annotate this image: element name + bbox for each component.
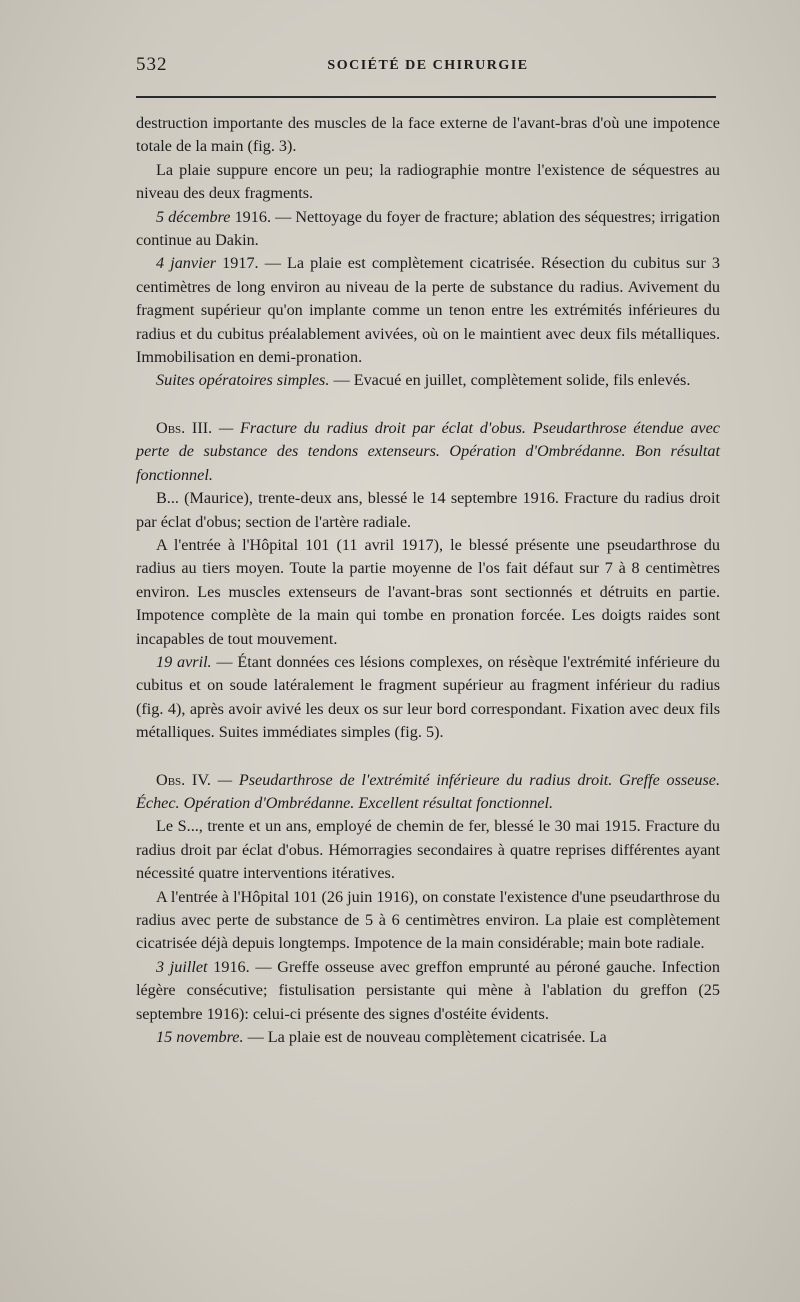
- obs2-paragraph-1: destruction importante des muscles de la face externe de l'avant-bras d'où une impotence totale de la main (fig. 3).: [136, 114, 720, 156]
- obs4-paragraph-4: [136, 1026, 720, 1049]
- obs4-paragraph-4-text: — La plaie est de nouveau complètement cicatrisée. La: [243, 1028, 607, 1047]
- obs4-paragraph-3-text: 1916. — Greffe osseuse avec greffon emprunté au péroné gauche. Infection légère consécutive; fistulisation persistante qui mène à l'ablation du greffon (25 septembre 1916): celui-ci présente des signes d'ostéite évidents.: [136, 957, 720, 1023]
- page-number: 532: [136, 54, 168, 75]
- obs2-paragraph-4-text: 1917. — La plaie est complètement cicatrisée. Résection du cubitus sur 3 centimètres de long environ au niveau de la perte de substance du radius. Avivement du fragment supérieur qu'on implante comme un tenon entre les extrémités inférieures du radius et du cubitus préalablement avivées, où on le maintient avec deux fils métalliques. Immobilisation en demi-pronation.: [136, 254, 720, 367]
- running-title: SOCIÉTÉ DE CHIRURGIE: [327, 58, 529, 73]
- obs3-heading: [136, 417, 720, 487]
- obs4-date-1: 3 juillet: [156, 957, 208, 976]
- obs3-title: — Fracture du radius droit par éclat d'obus. Pseudarthrose étendue avec perte de substance des tendons extenseurs. Opération d'Ombrédanne. Bon résultat fonctionnel.: [136, 418, 720, 484]
- obs2-date-2: 4 janvier: [156, 254, 217, 273]
- section-gap: [136, 393, 720, 417]
- obs2-paragraph-3: [136, 206, 720, 253]
- page-body: [136, 112, 720, 1049]
- obs3-label: Obs. III.: [156, 418, 213, 437]
- header-rule: [136, 96, 716, 98]
- obs3-paragraph-3-text: — Étant données ces lésions complexes, on résèque l'extrémité inférieure du cubitus et on soude latéralement le fragment supérieur au fragment inférieur du radius (fig. 4), après avoir avivé les deux os sur leur bord correspondant. Fixation avec deux fils métalliques. Suites immédiates simples (fig. 5).: [136, 652, 720, 742]
- obs2-paragraph-3-text: 1916. — Nettoyage du foyer de fracture; ablation des séquestres; irrigation continue au Dakin.: [136, 207, 720, 250]
- obs2-paragraph-5: [136, 369, 720, 392]
- obs4-date-2: 15 novembre.: [156, 1028, 244, 1047]
- obs2-paragraph-5-text: — Evacué en juillet, complètement solide, fils enlevés.: [329, 371, 691, 390]
- obs3-date: 19 avril.: [156, 652, 212, 671]
- obs2-paragraph-2: La plaie suppure encore un peu; la radiographie montre l'existence de séquestres au niveau des deux fragments.: [136, 160, 720, 203]
- obs2-paragraph-4: [136, 252, 720, 369]
- obs4-paragraph-3: [136, 956, 720, 1026]
- obs4-heading: [136, 769, 720, 816]
- section-gap: [136, 745, 720, 769]
- obs3-paragraph-1: B... (Maurice), trente-deux ans, blessé le 14 septembre 1916. Fracture du radius droit par éclat d'obus; section de l'artère radiale.: [136, 489, 720, 531]
- obs2-date-1: 5 décembre: [156, 207, 231, 226]
- obs3-paragraph-3: [136, 651, 720, 745]
- obs2-suites-lead: Suites opératoires simples.: [156, 371, 330, 390]
- obs4-label: Obs. IV.: [156, 770, 211, 789]
- obs4-paragraph-1: Le S..., trente et un ans, employé de chemin de fer, blessé le 30 mai 1915. Fracture du radius droit par éclat d'obus. Hémorragies secondaires à quatre reprises différentes ayant nécessité quatre interventions itératives.: [136, 817, 720, 883]
- obs4-paragraph-2: A l'entrée à l'Hôpital 101 (26 juin 1916), on constate l'existence d'une pseudarthrose du radius avec perte de substance de 5 à 6 centimètres environ. La plaie est complètement cicatrisée déjà depuis longtemps. Impotence de la main considérable; main bote radiale.: [136, 887, 720, 953]
- obs3-paragraph-2: A l'entrée à l'Hôpital 101 (11 avril 1917), le blessé présente une pseudarthrose du radius au tiers moyen. Toute la partie moyenne de l'os fait défaut sur 7 à 8 centimètres environ. Les muscles extenseurs de l'avant-bras sont sectionnés et détruits en partie. Impotence complète de la main qui tombe en pronation forcée. Les doigts raides sont incapables de tout mouvement.: [136, 535, 720, 648]
- obs4-title: — Pseudarthrose de l'extrémité inférieure du radius droit. Greffe osseuse. Échec. Opération d'Ombrédanne. Excellent résultat fonctionnel.: [136, 770, 720, 812]
- page-header: [136, 54, 720, 84]
